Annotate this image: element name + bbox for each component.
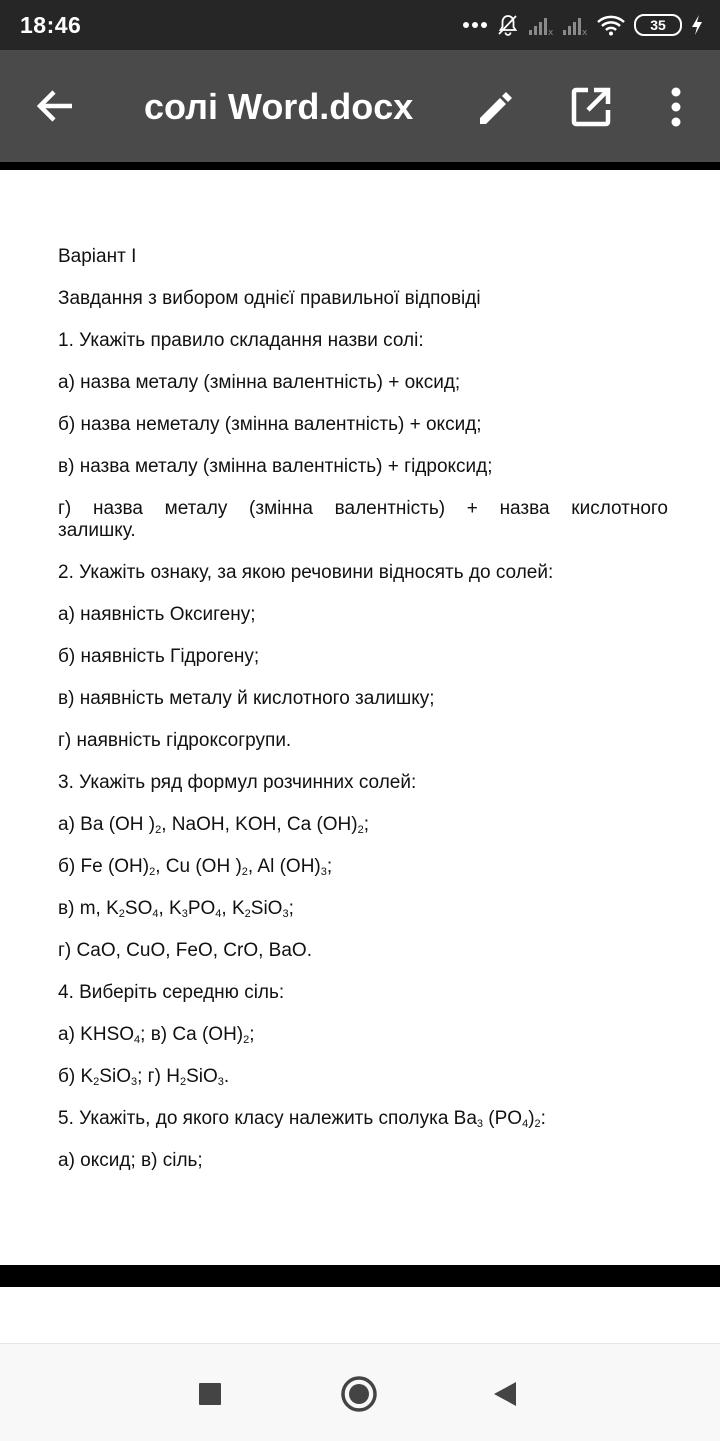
battery-level: 35: [650, 17, 666, 33]
more-vert-icon[interactable]: [660, 84, 692, 130]
doc-line-variant: Варіант І: [58, 246, 137, 267]
signal-2-icon: [562, 14, 588, 36]
doc-line-q2-d: г) наявність гідроксогрупи.: [58, 730, 292, 751]
back-triangle-icon[interactable]: [486, 1374, 526, 1414]
doc-line-q3-b: б) Fe $(OH)_2$, Cu (OH )$_2$, Al $(OH)_3$;: [58, 856, 333, 878]
doc-line-q2-a: а) наявність Оксигену;: [58, 604, 256, 625]
doc-line-q1-a: а) назва металу (змінна валентність) + оксид;: [58, 372, 461, 393]
document-content: [58, 246, 668, 1192]
doc-line-q1-d: г) назва металу (змінна валентність) + назва кислотного залишку.: [58, 498, 668, 541]
charging-icon: [690, 14, 704, 36]
blank-area: [0, 1287, 720, 1343]
navigation-bar: [0, 1343, 720, 1441]
doc-line-q1-b: б) назва неметалу (змінна валентність) + оксид;: [58, 414, 482, 435]
doc-line-instructions: Завдання з вибором однієї правильної відповіді: [58, 288, 481, 309]
doc-line-q5-a: а) оксид; в) сіль;: [58, 1150, 203, 1171]
doc-line-q2-c: в) наявність металу й кислотного залишку;: [58, 688, 435, 709]
home-circle-icon[interactable]: [339, 1374, 379, 1414]
doc-line-q1-c: в) назва металу (змінна валентність) + гідроксид;: [58, 456, 493, 477]
status-time: 18:46: [20, 12, 82, 38]
svg-text:x: x: [548, 28, 554, 36]
doc-line-q2: 2. Укажіть ознаку, за якою речовини відносять до солей:: [58, 562, 554, 583]
status-icons: [462, 11, 704, 39]
svg-text:x: x: [582, 28, 588, 36]
document-page[interactable]: [0, 170, 720, 1265]
status-bar: [0, 0, 720, 50]
document-title: солі Word.docx: [144, 86, 414, 127]
doc-line-q5: 5. Укажіть, до якого класу належить сполука $Ba_3$ $(PO_4)_2$:: [58, 1108, 546, 1130]
doc-line-q3-c: в) m, $K_2SO_4$, $K_3PO_4$, $K_2SiO_3$;: [58, 898, 294, 920]
doc-line-q3-d: г) CaO, CuO, FeO, CrO, BaO.: [58, 940, 312, 961]
battery-icon: [634, 14, 682, 36]
doc-line-q4-a: а) $KHSO_4$; в) Ca $(OH)_2$;: [58, 1024, 255, 1046]
back-arrow-icon[interactable]: [34, 84, 78, 128]
recents-square-icon[interactable]: [190, 1374, 230, 1414]
doc-line-q4: 4. Виберіть середню сіль:: [58, 982, 285, 1003]
edit-pencil-icon[interactable]: [472, 84, 518, 130]
doc-line-q3-a: а) Ba (OH )$_2$, NaOH, KOH, Ca $(OH)_2$;: [58, 814, 370, 836]
doc-line-q1: 1. Укажіть правило складання назви солі:: [58, 330, 424, 351]
wifi-icon: [596, 14, 626, 36]
silent-bell-icon: [496, 13, 520, 37]
document-bottom-border: [0, 1265, 720, 1287]
document-top-border: [0, 162, 720, 170]
doc-line-q4-b: б) $K_2SiO_3$; г) $H_2SiO_3$.: [58, 1066, 230, 1088]
more-dots-icon: [462, 20, 488, 30]
open-external-icon[interactable]: [568, 84, 614, 130]
doc-line-q3: 3. Укажіть ряд формул розчинних солей:: [58, 772, 417, 793]
signal-1-icon: [528, 14, 554, 36]
doc-line-q2-b: б) наявність Гідрогену;: [58, 646, 260, 667]
app-bar: [0, 50, 720, 162]
